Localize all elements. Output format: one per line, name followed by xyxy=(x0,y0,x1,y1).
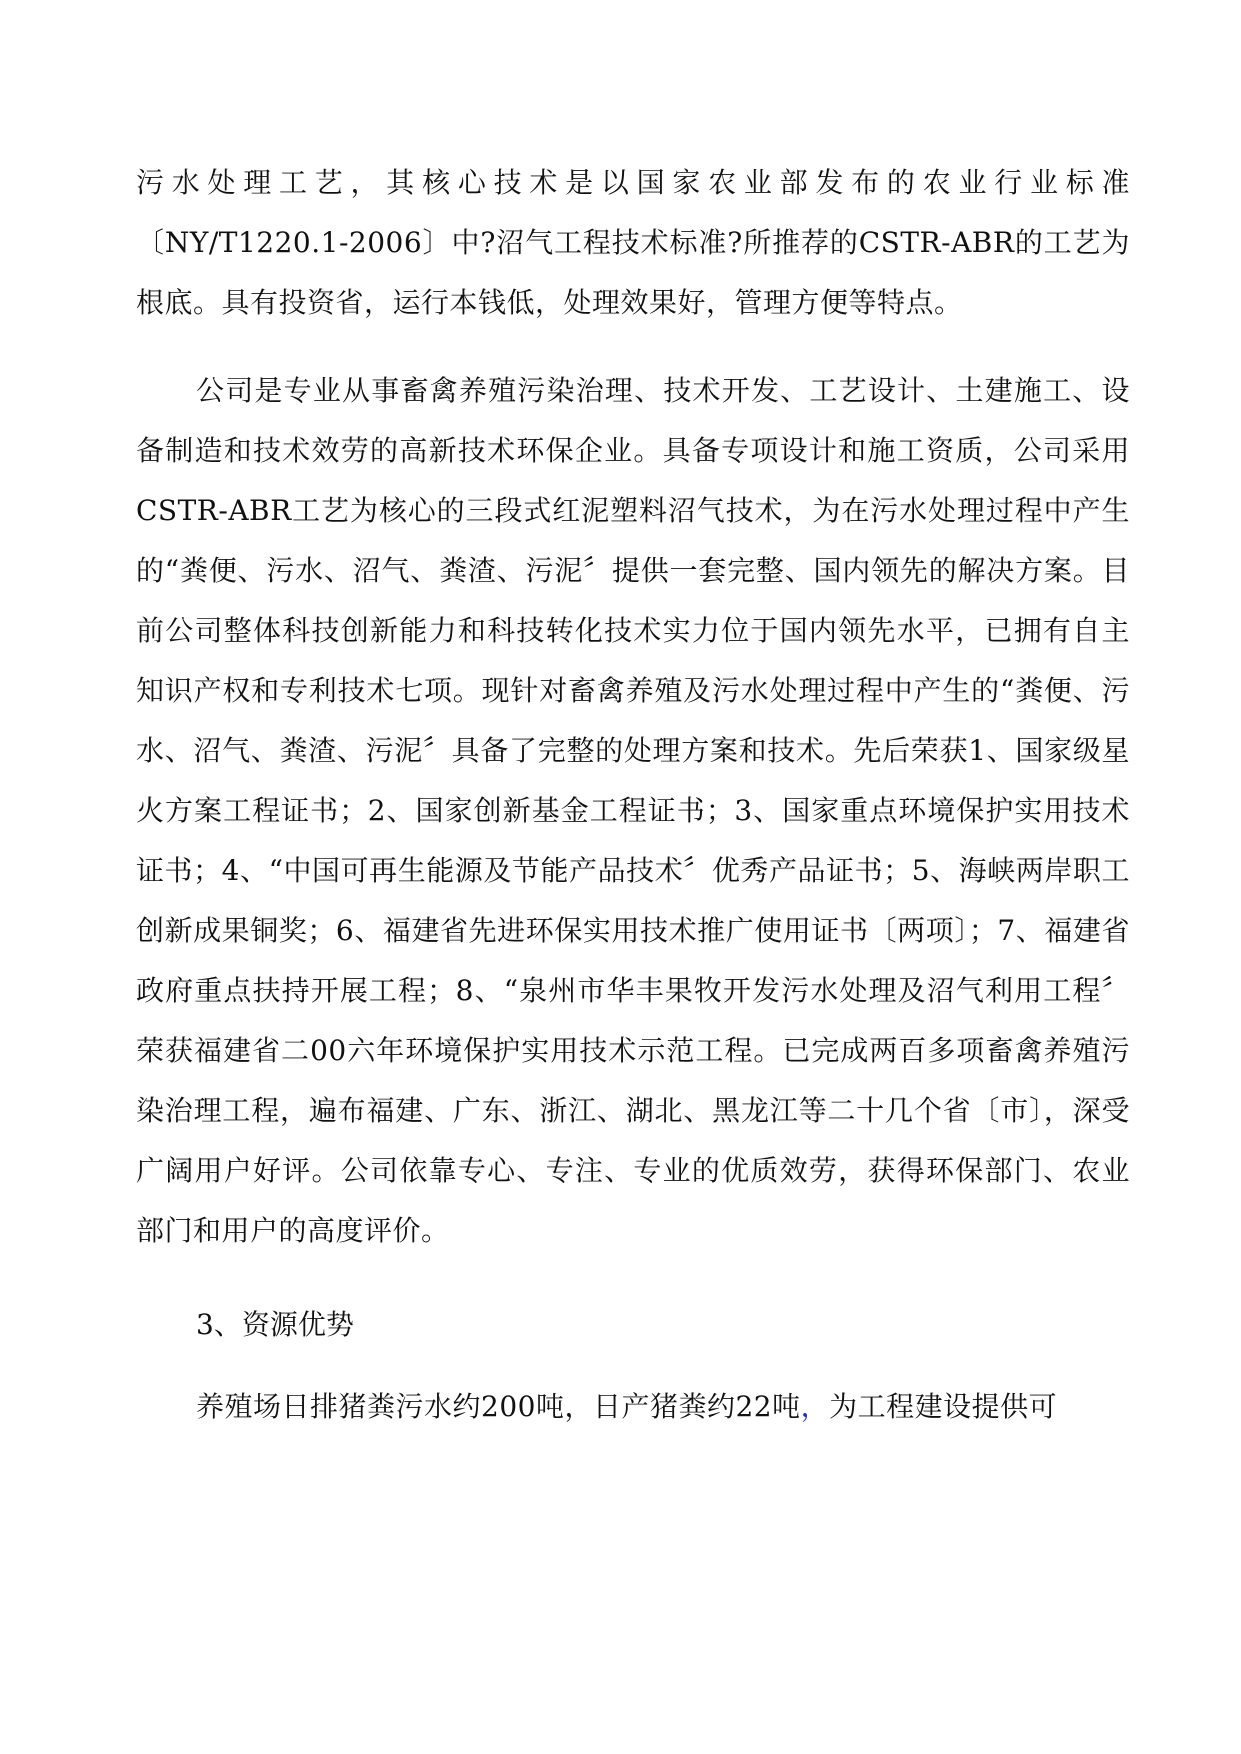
resource-text-end: 为工程建设提供可 xyxy=(829,1390,1058,1423)
resource-comma: ， xyxy=(800,1390,830,1423)
paragraph-resource-advantage xyxy=(136,1377,1130,1437)
paragraph-company-profile: 公司是专业从事畜禽养殖污染治理、技术开发、工艺设计、土建施工、设备制造和技术效劳的高新技术环保企业。具备专项设计和施工资质，公司采用CSTR-ABR工艺为核心的三段式红泥塑料沼气技术，为在污水处理过程中产生的“粪便、污水、沼气、粪渣、污泥〞提供一套完整、国内领先的解决方案。目前公司整体科技创新能力和科技转化技术实力位于国内领先水平，已拥有自主知识产权和专利技术七项。现针对畜禽养殖及污水处理过程中产生的“粪便、污水、沼气、粪渣、污泥〞具备了完整的处理方案和技术。先后荣获1、国家级星火方案工程证书；2、国家创新基金工程证书；3、国家重点环境保护实用技术证书；4、“中国可再生能源及节能产品技术〞优秀产品证书；5、海峡两岸职工创新成果铜奖；6、福建省先进环保实用技术推广使用证书〔两项〕；7、福建省政府重点扶持开展工程；8、“泉州市华丰果牧开发污水处理及沼气利用工程〞荣获福建省二00六年环境保护实用技术示范工程。已完成两百多项畜禽养殖污染治理工程，遍布福建、广东、浙江、湖北、黑龙江等二十几个省〔市〕，深受广阔用户好评。公司依靠专心、专注、专业的优质效劳，获得环保部门、农业部门和用户的高度评价。 xyxy=(136,374,1130,1247)
section-heading-resource-advantage: 3、资源优势 xyxy=(196,1308,354,1341)
resource-text-start: 养殖场日排猪粪污水约200吨，日产猪粪约22吨 xyxy=(196,1390,801,1423)
document-body xyxy=(136,153,1130,1437)
paragraph-process-intro: 污水处理工艺，其核心技术是以国家农业部发布的农业行业标准〔NY/T1220.1-2006〕中?沼气工程技术标准?所推荐的CSTR-ABR的工艺为根底。具有投资省，运行本钱低，处理效果好，管理方便等特点。 xyxy=(136,166,1130,319)
